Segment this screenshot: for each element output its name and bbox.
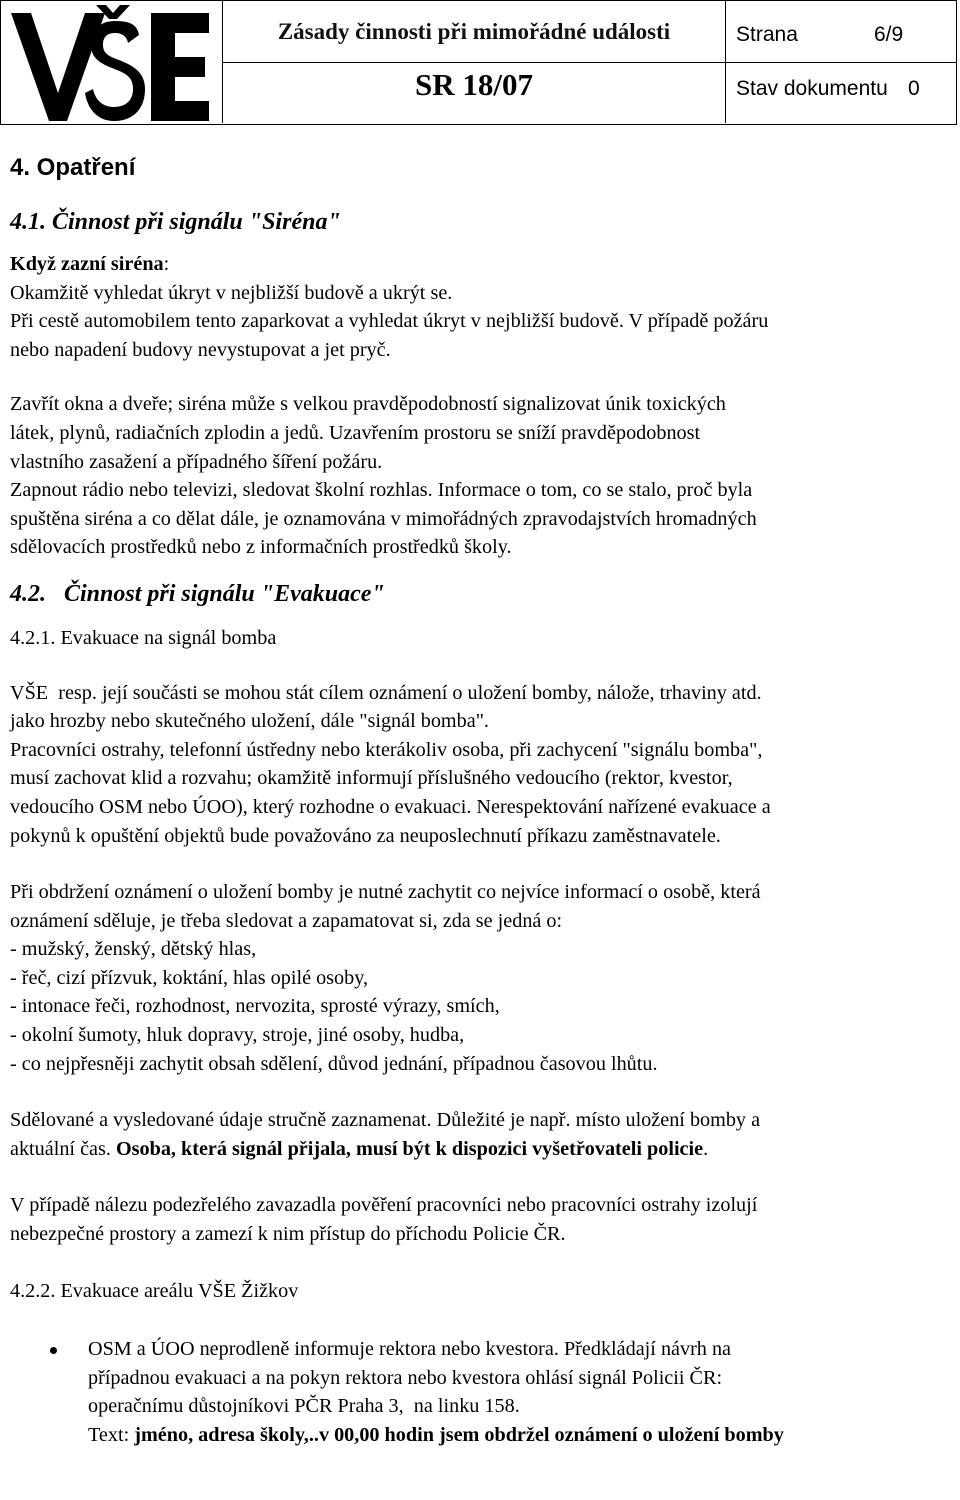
- list-item: - intonace řeči, rozhodnost, nervozita, sprosté výrazy, smích,: [10, 995, 500, 1018]
- subsection-heading-4-2: 4.2. Činnost při signálu "Evakuace": [10, 580, 385, 607]
- document-code: SR 18/07: [415, 67, 533, 102]
- paragraph-line: oznámení sděluje, je třeba sledovat a zapamatovat si, zda se jedná o:: [10, 909, 563, 932]
- list-item: - mužský, ženský, dětský hlas,: [10, 938, 257, 961]
- paragraph-line: VŠE resp. její součásti se mohou stát cílem oznámení o uložení bomby, nálože, trhaviny atd.: [10, 681, 762, 704]
- subsection-heading-4-1: 4.1. Činnost při signálu "Siréna": [10, 209, 341, 235]
- bullet-icon: [50, 1347, 57, 1354]
- paragraph-6: [10, 1191, 950, 1248]
- document-title: Zásady činnosti při mimořádné události: [277, 19, 671, 44]
- header-divider: [223, 62, 956, 63]
- when-siren-bold: Když zazní siréna: [10, 253, 164, 275]
- paragraph-line: nebo napadení budovy nevystupovat a jet pryč.: [10, 338, 391, 361]
- text-bold: jméno, adresa školy,..v 00,00 hodin jsem obdržel oznámení o uložení bomby: [134, 1424, 784, 1446]
- subsection-heading-4-2-1: 4.2.1. Evakuace na signál bomba: [10, 626, 277, 649]
- subsection-heading-4-2-2: 4.2.2. Evakuace areálu VŠE Žižkov: [10, 1279, 299, 1302]
- paragraph-line: aktuální čas. Osoba, která signál přijala, musí být k dispozici vyšetřovateli policie.: [10, 1137, 709, 1160]
- list-item: operačnímu důstojníkovi PČR Praha 3, na linku 158.: [88, 1395, 520, 1418]
- paragraph-line: Zavřít okna a dveře; siréna může s velkou pravděpodobností signalizovat únik toxických: [10, 393, 726, 416]
- paragraph-line: Při obdržení oznámení o uložení bomby je nutné zachytit co nejvíce informací o osobě, která: [10, 881, 761, 904]
- emphasis-police: Osoba, která signál přijala, musí být k dispozici vyšetřovateli policie: [115, 1137, 704, 1160]
- paragraph-line: Sdělované a vysledované údaje stručně zaznamenat. Důležité je např. místo uložení bomby a: [10, 1109, 761, 1132]
- status-value: 0: [908, 77, 920, 100]
- when-siren-line: Když zazní siréna:: [10, 253, 170, 275]
- paragraph-3: [10, 679, 950, 851]
- paragraph-line: pokynů k opuštění objektů bude považováno za neuposlechnutí příkazu zaměstnavatele.: [10, 824, 721, 847]
- list-item: - řeč, cizí přízvuk, koktání, hlas opilé osoby,: [10, 966, 369, 989]
- document-body: [10, 150, 950, 1450]
- paragraph-4: [10, 878, 950, 1078]
- section-heading: 4. Opatření: [10, 154, 136, 181]
- logo-cell: [1, 1, 223, 123]
- page-value: 6/9: [874, 23, 904, 46]
- paragraph-line: vlastního zasažení a případného šíření požáru.: [10, 450, 383, 473]
- list-item: případnou evakuaci a na pokyn rektora nebo kvestora ohlásí signál Policii ČR:: [88, 1366, 723, 1389]
- bullet-list: [10, 1335, 950, 1449]
- list-item: OSM a ÚOO neprodleně informuje rektora nebo kvestora. Předkládají návrh na: [88, 1338, 732, 1361]
- document-header: [0, 0, 957, 125]
- paragraph-2: [10, 390, 950, 562]
- paragraph-line: látek, plynů, radiačních zplodin a jedů. Uzavřením prostoru se sníží pravděpodobnost: [10, 421, 701, 444]
- vse-logo: [1, 1, 221, 123]
- list-item: - okolní šumoty, hluk dopravy, stroje, jiné osoby, hudba,: [10, 1024, 465, 1047]
- paragraph-line: jako hrozby nebo skutečného uložení, dále "signál bomba".: [10, 710, 489, 733]
- paragraph-line: musí zachovat klid a rozvahu; okamžitě informují příslušného vedoucího (rektor, kvestor,: [10, 767, 733, 790]
- paragraph-line: nebezpečné prostory a zamezí k nim přístup do příchodu Policie ČR.: [10, 1223, 566, 1246]
- paragraph-line: Pracovníci ostrahy, telefonní ústředny nebo kterákoliv osoba, při zachycení "signálu bomba",: [10, 738, 763, 761]
- paragraph-line: sdělovacích prostředků nebo z informačních prostředků školy.: [10, 536, 512, 559]
- paragraph-line: vedoucího OSM nebo ÚOO), který rozhodne o evakuaci. Nerespektování nařízené evakuace a: [10, 795, 771, 818]
- paragraph-1: [10, 279, 950, 365]
- paragraph-line: V případě nálezu podezřelého zavazadla pověření pracovníci nebo pracovníci ostrahy izolují: [10, 1194, 758, 1217]
- page-label: Strana: [736, 23, 798, 46]
- paragraph-line: Při cestě automobilem tento zaparkovat a vyhledat úkryt v nejbližší budově. V případě požáru: [10, 310, 769, 333]
- paragraph-5: [10, 1106, 950, 1163]
- paragraph-line: spuštěna siréna a co dělat dále, je oznamována v mimořádných zpravodajstvích hromadných: [10, 507, 757, 530]
- paragraph-line: Zapnout rádio nebo televizi, sledovat školní rozhlas. Informace o tom, co se stalo, proč byla: [10, 479, 753, 502]
- text-line: Text: jméno, adresa školy,..v 00,00 hodin jsem obdržel oznámení o uložení bomby: [88, 1424, 784, 1446]
- paragraph-line: Okamžitě vyhledat úkryt v nejbližší budově a ukrýt se.: [10, 281, 453, 304]
- status-label: Stav dokumentu: [736, 77, 888, 100]
- list-item: - co nejpřesněji zachytit obsah sdělení, důvod jednání, případnou časovou lhůtu.: [10, 1052, 658, 1075]
